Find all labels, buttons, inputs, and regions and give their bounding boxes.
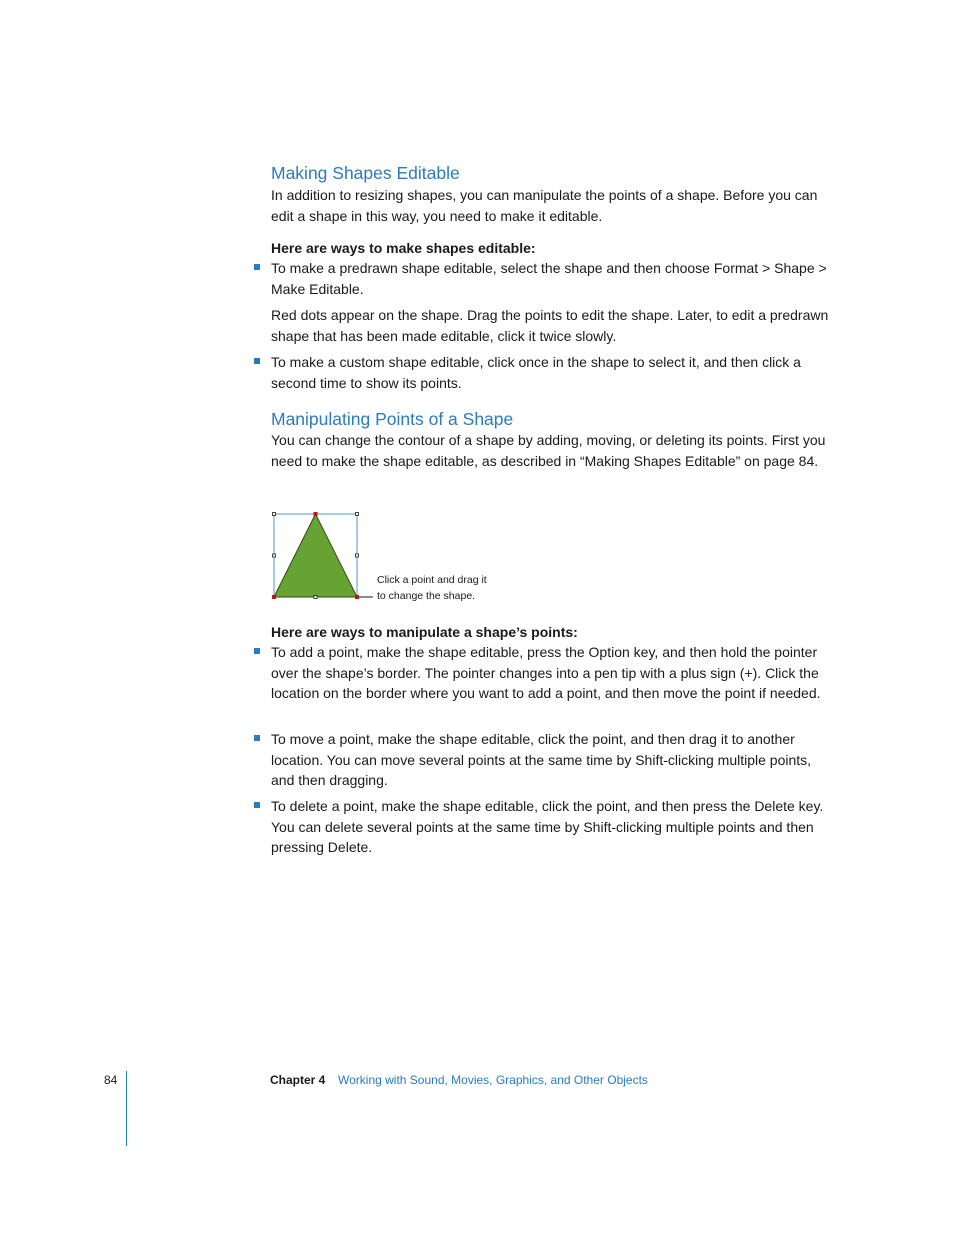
list-lead: Here are ways to manipulate a shape’s points: bbox=[271, 624, 578, 640]
bullet-icon bbox=[254, 648, 260, 654]
triangle-shape bbox=[274, 514, 357, 597]
selection-handle bbox=[356, 513, 359, 516]
section-heading-making-shapes-editable: Making Shapes Editable bbox=[271, 163, 460, 183]
chapter-label: Chapter 4 bbox=[270, 1073, 326, 1087]
editable-triangle-figure bbox=[268, 508, 383, 605]
figure-caption bbox=[377, 573, 517, 604]
list-lead: Here are ways to make shapes editable: bbox=[271, 240, 536, 256]
section-heading-manipulating-points: Manipulating Points of a Shape bbox=[271, 409, 514, 429]
list-item: To add a point, make the shape editable, press the Option key, and then hold the pointer over the shape’s border. The pointer changes into a pen tip with a plus sign (+). Click the location on the border where you want to add a point, and then move the point if needed. bbox=[271, 644, 821, 701]
list-item: To move a point, make the shape editable, click the point, and then drag it to another location. You can move several points at the same time by Shift-clicking multiple points, and then dragging. bbox=[271, 731, 812, 788]
figure-caption-line: to change the shape. bbox=[377, 589, 476, 602]
figure-caption-line: Click a point and drag it bbox=[377, 574, 487, 586]
edit-point bbox=[272, 595, 276, 599]
section-intro: You can change the contour of a shape by adding, moving, or deleting its points. First you need to make the shape editable, as described in “Making Shapes Editable” on page 84. bbox=[271, 432, 826, 469]
bullet-icon bbox=[254, 735, 260, 741]
selection-handle bbox=[273, 513, 276, 516]
list-item-followup: Red dots appear on the shape. Drag the points to edit the shape. Later, to edit a predrawn shape that has been made editable, click it twice slowly. bbox=[271, 307, 829, 344]
edit-point bbox=[314, 512, 318, 516]
selection-handle bbox=[356, 554, 359, 557]
edit-point bbox=[355, 595, 359, 599]
page-number: 84 bbox=[104, 1073, 118, 1087]
bullet-icon bbox=[254, 802, 260, 808]
chapter-title: Working with Sound, Movies, Graphics, and Other Objects bbox=[338, 1073, 648, 1087]
selection-handle bbox=[273, 554, 276, 557]
footer-rule bbox=[126, 1071, 127, 1146]
list-item: To make a custom shape editable, click once in the shape to select it, and then click a second time to show its points. bbox=[271, 354, 801, 391]
selection-handle bbox=[314, 596, 317, 599]
bullet-icon bbox=[254, 264, 260, 270]
bullet-icon bbox=[254, 358, 260, 364]
section-intro: In addition to resizing shapes, you can manipulate the points of a shape. Before you can edit a shape in this way, you need to make it editable. bbox=[271, 187, 818, 224]
list-item: To delete a point, make the shape editable, click the point, and then press the Delete key. You can delete several points at the same time by Shift-clicking multiple points and then pressing Delete. bbox=[271, 798, 824, 855]
list-item: To make a predrawn shape editable, select the shape and then choose Format > Shape > Make Editable. bbox=[271, 260, 827, 297]
